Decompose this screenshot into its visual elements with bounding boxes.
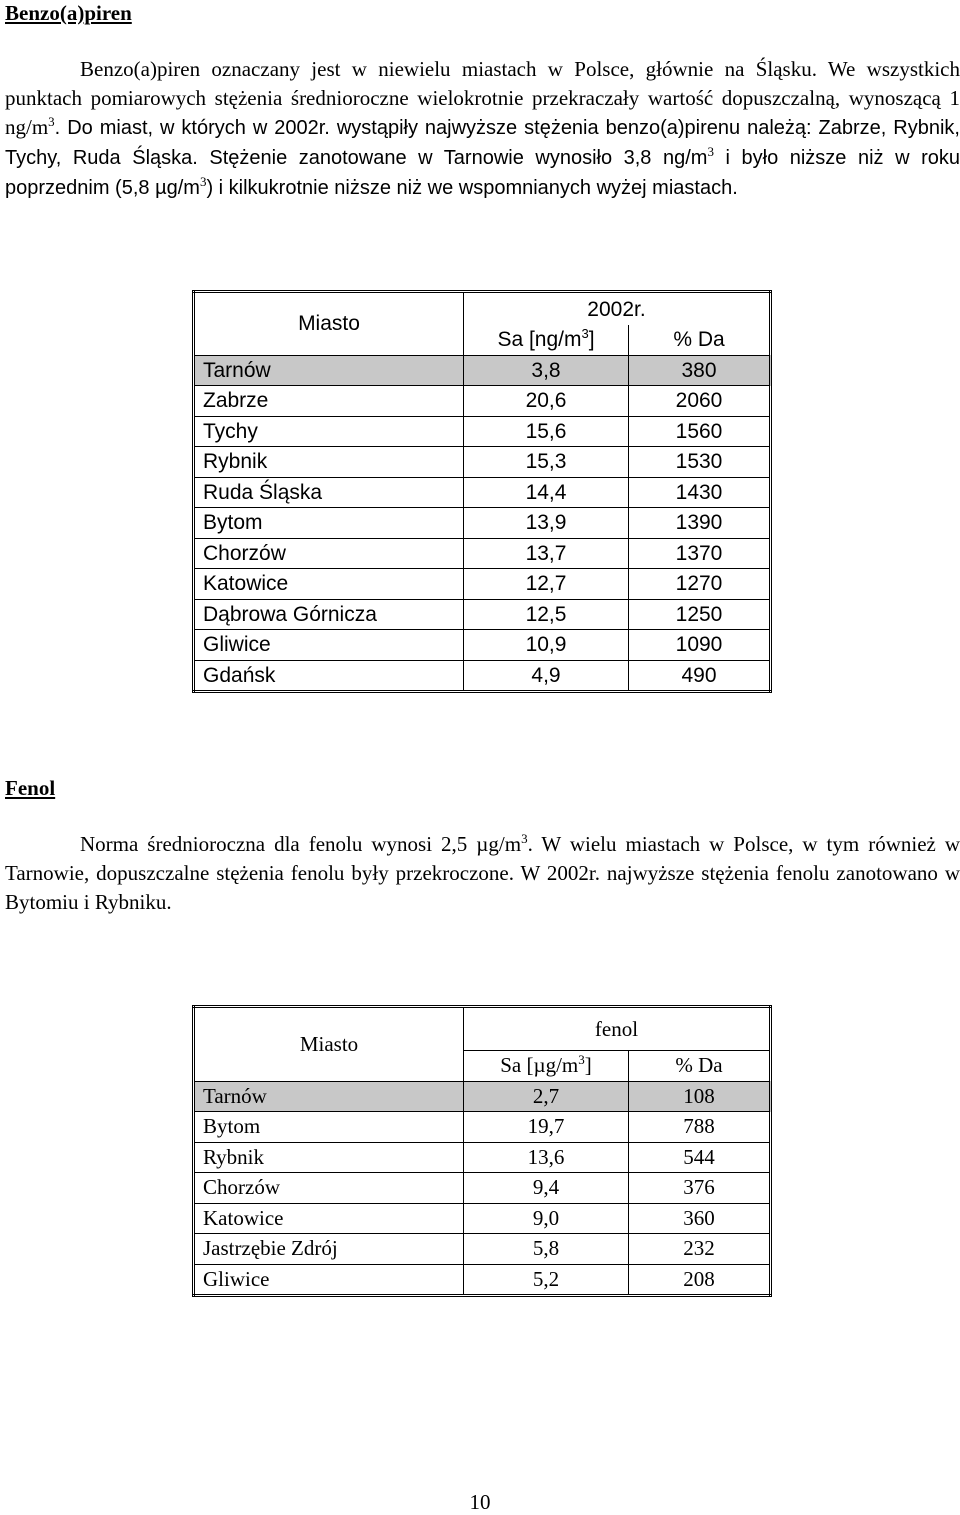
- table-row: [194, 1264, 771, 1296]
- table-row: [194, 538, 771, 569]
- da-cell: 108: [629, 1081, 771, 1112]
- table-row: [194, 630, 771, 661]
- table-row: [194, 477, 771, 508]
- sa-cell: 9,4: [464, 1173, 629, 1204]
- city-cell: Ruda Śląska: [194, 477, 464, 508]
- table-row: [194, 1173, 771, 1204]
- fenol-text-2: . W wielu miastach w Polsce, w tym również w Tarnowie, dopuszczalne stężenia fenolu były przekroczone. W 2002r. najwyższe stężenia fenolu zanotowano w Bytomiu i Rybniku.: [5, 832, 960, 914]
- da-cell: 544: [629, 1142, 771, 1173]
- table-row: [194, 1112, 771, 1143]
- table-row: [194, 1203, 771, 1234]
- benzo-col-sa-text: Sa [ng/m: [497, 328, 582, 352]
- da-cell: 1250: [629, 599, 771, 630]
- city-cell: Katowice: [194, 569, 464, 600]
- benzo-col-year: 2002r.: [464, 292, 771, 326]
- da-cell: 1530: [629, 447, 771, 478]
- benzo-col-sa-sup: 3: [581, 326, 589, 342]
- benzo-col-city: Miasto: [194, 292, 464, 356]
- benzo-text-3: i było niższe niż w roku poprzednim (5,8 µg/m: [5, 147, 960, 199]
- sa-cell: 2,7: [464, 1081, 629, 1112]
- sa-cell: 15,6: [464, 416, 629, 447]
- city-cell: Chorzów: [194, 538, 464, 569]
- da-cell: 1430: [629, 477, 771, 508]
- city-cell: Jastrzębie Zdrój: [194, 1234, 464, 1265]
- table-row: [194, 416, 771, 447]
- fenol-col-sa: [464, 1051, 629, 1082]
- table-row: [194, 1234, 771, 1265]
- city-cell: Tarnów: [194, 355, 464, 386]
- sa-cell: 13,9: [464, 508, 629, 539]
- da-cell: 380: [629, 355, 771, 386]
- sa-cell: 5,2: [464, 1264, 629, 1296]
- table-row: [194, 386, 771, 417]
- sa-cell: 14,4: [464, 477, 629, 508]
- da-cell: 1270: [629, 569, 771, 600]
- benzo-col-sa-end: ]: [588, 328, 595, 352]
- table-row: [194, 1081, 771, 1112]
- city-cell: Rybnik: [194, 1142, 464, 1173]
- benzo-text-4: ) i kilkukrotnie niższe niż we wspomnianych wyżej miastach.: [206, 177, 738, 199]
- benzo-sup-1: 3: [48, 114, 55, 129]
- city-cell: Dąbrowa Górnicza: [194, 599, 464, 630]
- benzo-sup-3: 3: [199, 174, 207, 189]
- city-cell: Chorzów: [194, 1173, 464, 1204]
- sa-cell: 20,6: [464, 386, 629, 417]
- city-cell: Bytom: [194, 1112, 464, 1143]
- table-row: [194, 447, 771, 478]
- benzo-col-sa: [464, 325, 629, 355]
- city-cell: Gliwice: [194, 630, 464, 661]
- sa-cell: 19,7: [464, 1112, 629, 1143]
- da-cell: 2060: [629, 386, 771, 417]
- city-cell: Gliwice: [194, 1264, 464, 1296]
- benzo-table: [192, 290, 772, 693]
- da-cell: 232: [629, 1234, 771, 1265]
- city-cell: Gdańsk: [194, 660, 464, 692]
- table-row: [194, 1142, 771, 1173]
- sa-cell: 13,6: [464, 1142, 629, 1173]
- da-cell: 490: [629, 660, 771, 692]
- fenol-col-sa-sup: 3: [578, 1052, 585, 1068]
- sa-cell: 10,9: [464, 630, 629, 661]
- fenol-col-city: Miasto: [194, 1007, 464, 1082]
- fenol-table: [192, 1005, 772, 1297]
- da-cell: 1390: [629, 508, 771, 539]
- fenol-text-1: Norma średnioroczna dla fenolu wynosi 2,5 µg/m: [80, 832, 522, 856]
- city-cell: Bytom: [194, 508, 464, 539]
- table-row: [194, 599, 771, 630]
- sa-cell: 15,3: [464, 447, 629, 478]
- table-row: [194, 355, 771, 386]
- city-cell: Rybnik: [194, 447, 464, 478]
- da-cell: 788: [629, 1112, 771, 1143]
- da-cell: 208: [629, 1264, 771, 1296]
- sa-cell: 9,0: [464, 1203, 629, 1234]
- city-cell: Katowice: [194, 1203, 464, 1234]
- city-cell: Tychy: [194, 416, 464, 447]
- benzo-text-2: . Do miast, w których w 2002r. wystąpiły najwyższe stężenia benzo(a)pirenu należą: Zabrze, Rybnik, Tychy, Ruda Śląska. Stężenie zanotowane w Tarnowie wynosiło 3,8 ng/m: [5, 117, 960, 169]
- sa-cell: 12,5: [464, 599, 629, 630]
- da-cell: 1370: [629, 538, 771, 569]
- page-number: 10: [469, 1490, 491, 1514]
- fenol-sup-1: 3: [521, 831, 528, 846]
- section-heading-benzo: Benzo(a)piren: [5, 1, 132, 25]
- table-row: [194, 508, 771, 539]
- table-row: [194, 569, 771, 600]
- fenol-col-group: fenol: [464, 1007, 771, 1051]
- fenol-col-da: % Da: [629, 1051, 771, 1082]
- da-cell: 360: [629, 1203, 771, 1234]
- benzo-sup-2: 3: [707, 144, 714, 159]
- city-cell: Zabrze: [194, 386, 464, 417]
- sa-cell: 12,7: [464, 569, 629, 600]
- section-heading-fenol: Fenol: [5, 776, 56, 800]
- fenol-col-sa-text: Sa [µg/m: [500, 1053, 579, 1078]
- city-cell: Tarnów: [194, 1081, 464, 1112]
- sa-cell: 13,7: [464, 538, 629, 569]
- paragraph-benzo: [5, 55, 960, 203]
- paragraph-fenol: [5, 830, 960, 917]
- da-cell: 1090: [629, 630, 771, 661]
- table-row: [194, 660, 771, 692]
- sa-cell: 3,8: [464, 355, 629, 386]
- benzo-text-1: Benzo(a)piren oznaczany jest w niewielu miastach w Polsce, głównie na Śląsku. We wszystkich punktach pomiarowych stężenia średnioroczne wielokrotnie przekraczały wartość dopuszczalną, wynoszącą 1 ng/m: [5, 57, 960, 139]
- sa-cell: 5,8: [464, 1234, 629, 1265]
- da-cell: 376: [629, 1173, 771, 1204]
- da-cell: 1560: [629, 416, 771, 447]
- sa-cell: 4,9: [464, 660, 629, 692]
- fenol-col-sa-end: ]: [584, 1053, 592, 1078]
- benzo-col-da: % Da: [629, 325, 771, 355]
